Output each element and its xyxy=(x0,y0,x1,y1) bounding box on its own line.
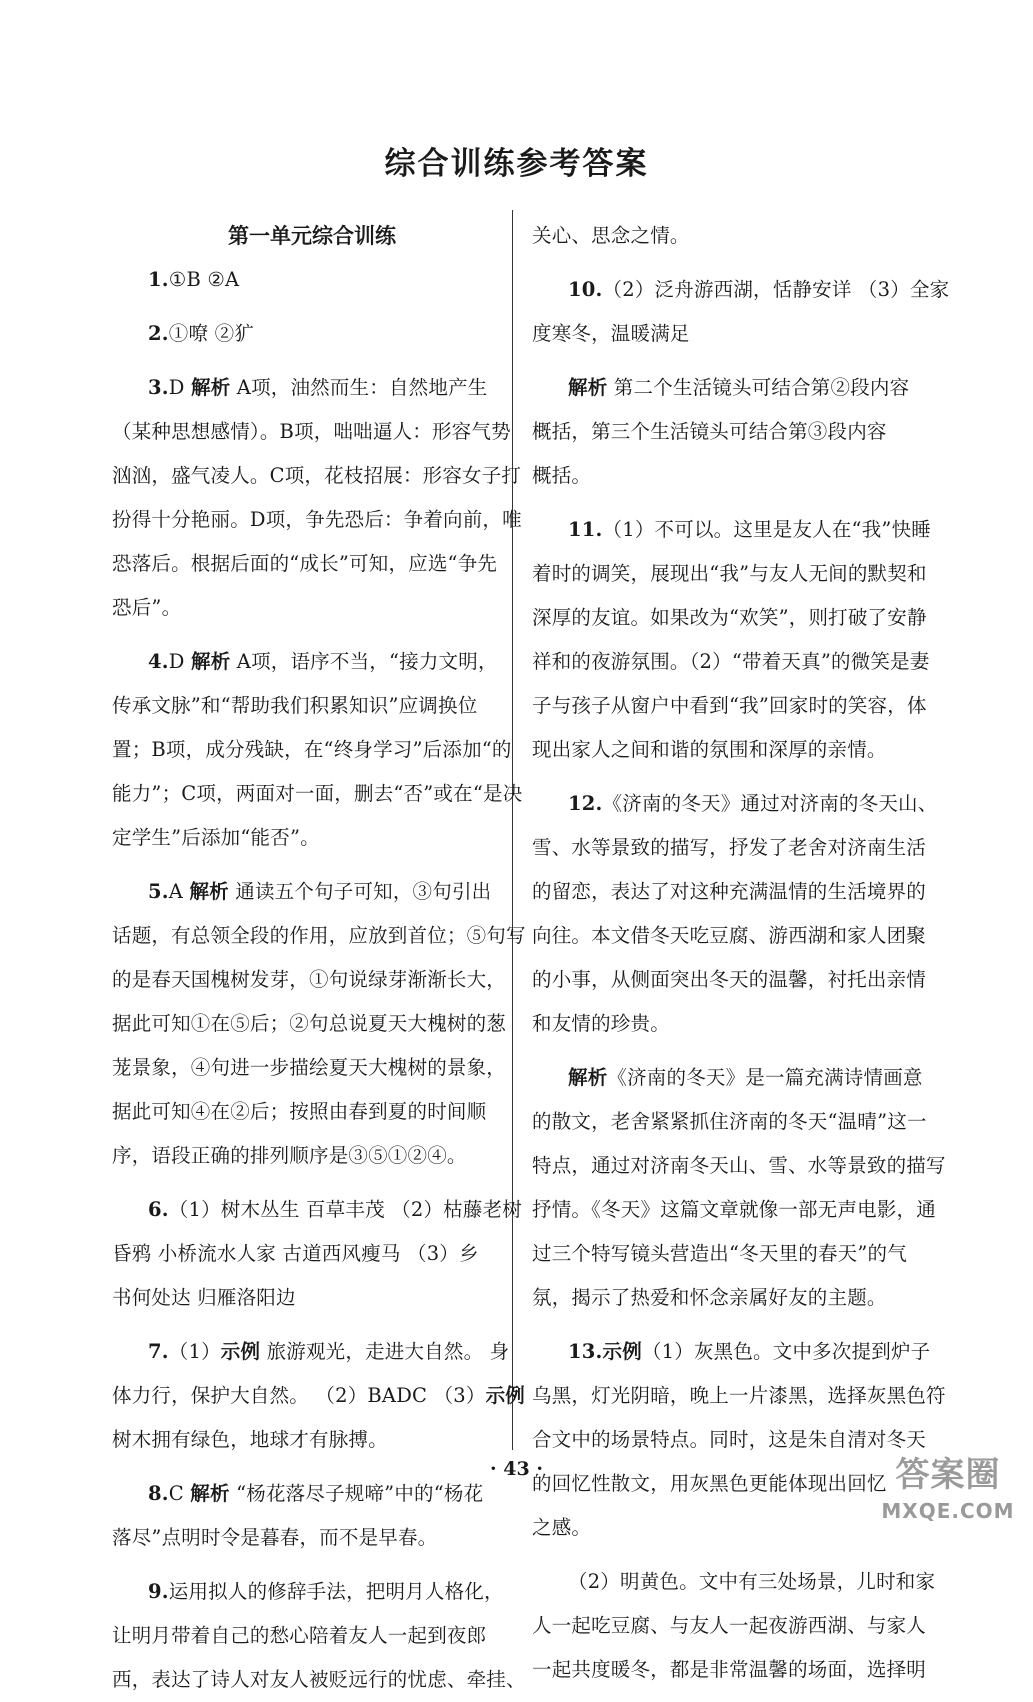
bold-label: 示例 xyxy=(602,1340,642,1363)
text-segment: 据此可知①在⑤后；②句总说夏天大槐树的葱 xyxy=(112,1012,507,1035)
page-number: · 43 · xyxy=(490,1458,543,1480)
text-segment: 话题，有总领全段的作用，应放到首位；⑤句写 xyxy=(112,924,526,947)
bold-label: 6. xyxy=(148,1198,169,1221)
text-segment: （某种思想感情）。B项，咄咄逼人：形容气势 xyxy=(112,420,511,443)
text-line xyxy=(112,542,512,586)
text-segment: 茏景象，④句进一步描绘夏天大槐树的景象， xyxy=(112,1056,507,1079)
text-segment: 运用拟人的修辞手法，把明月人格化， xyxy=(168,1580,504,1603)
bold-label: 13. xyxy=(568,1340,603,1363)
text-segment: 树木拥有绿色，地球才有脉搏。 xyxy=(112,1428,388,1451)
text-line xyxy=(532,684,932,728)
text-line xyxy=(532,1056,932,1100)
text-segment: （1） xyxy=(168,1340,221,1363)
text-segment: 定学生”后添加“能否”。 xyxy=(112,826,320,849)
text-segment: 的是春天国槐树发芽，①句说绿芽渐渐长大， xyxy=(112,968,507,991)
text-segment: ①B ②A xyxy=(168,268,240,291)
text-line xyxy=(532,1144,946,1188)
text-segment: 一起共度暖冬，都是非常温馨的场面，选择明 xyxy=(532,1658,927,1681)
text-segment: （1）树木丛生 百草丰茂 （2）枯藤老树 xyxy=(168,1198,522,1221)
text-line xyxy=(112,728,512,772)
bold-label: 3. xyxy=(148,376,169,399)
text-segment: 书何处达 归雁洛阳边 xyxy=(112,1286,296,1309)
text-segment: （2）泛舟游西湖，恬静安详 （3）全家 xyxy=(602,278,950,301)
text-segment: 概括，第三个生活镜头可结合第③段内容 xyxy=(532,420,887,443)
text-segment: 度寒冬，温暖满足 xyxy=(532,322,690,345)
text-segment: 昏鸦 小桥流水人家 古道西风瘦马 （3）乡 xyxy=(112,1242,479,1265)
text-segment: 恐落后。根据后面的“成长”可知，应选“争先 xyxy=(112,552,498,575)
text-line xyxy=(112,498,522,542)
text-line xyxy=(532,508,932,552)
text-segment: 雪、水等景致的描写，抒发了老舍对济南生活 xyxy=(532,836,927,859)
text-segment: D xyxy=(168,650,191,673)
text-line xyxy=(112,586,512,630)
text-segment: 落尽”点明时令是暮春，而不是早春。 xyxy=(112,1526,438,1549)
text-segment: 通读五个句子可知，③句引出 xyxy=(228,880,492,903)
text-segment: 汹汹，盛气凌人。C项，花枝招展：形容女子打 xyxy=(112,464,522,487)
text-line xyxy=(532,268,950,312)
text-segment: 置；B项，成分残缺，在“终身学习”后添加“的 xyxy=(112,738,512,761)
text-line xyxy=(112,258,512,302)
text-line xyxy=(532,728,932,772)
text-line xyxy=(532,596,932,640)
text-line xyxy=(532,214,932,258)
text-line xyxy=(112,870,512,914)
text-line xyxy=(112,1614,512,1658)
text-line xyxy=(532,552,932,596)
text-segment: （1）不可以。这里是友人在“我”快睡 xyxy=(602,518,931,541)
text-segment: 的小事，从侧面突出冬天的温馨，衬托出亲情 xyxy=(532,968,927,991)
text-line xyxy=(532,1276,932,1320)
bold-label: 解析 xyxy=(191,376,231,399)
page-title: 综合训练参考答案 xyxy=(384,146,649,182)
section-heading: 第一单元综合训练 xyxy=(228,224,396,248)
text-segment: 和友情的珍贵。 xyxy=(532,1012,670,1035)
text-segment: 合文中的场景特点。同时，这是朱自清对冬天 xyxy=(532,1428,927,1451)
text-segment: 体力行，保护大自然。 （2）BADC （3） xyxy=(112,1384,486,1407)
text-line xyxy=(112,1374,525,1418)
text-line xyxy=(532,410,932,454)
text-line xyxy=(532,1188,936,1232)
text-line xyxy=(112,454,522,498)
text-line xyxy=(532,1418,932,1462)
text-line xyxy=(532,914,932,958)
text-line xyxy=(532,1330,932,1374)
text-segment: D xyxy=(168,376,191,399)
text-segment: 概括。 xyxy=(532,464,592,487)
bold-label: 解析 xyxy=(189,880,229,903)
text-segment: 的散文，老舍紧紧抓住济南的冬天“温晴”这一 xyxy=(532,1110,927,1133)
text-segment: 深厚的友谊。如果改为“欢笑”，则打破了安静 xyxy=(532,606,927,629)
text-line xyxy=(532,1506,932,1550)
bold-label: 12. xyxy=(568,792,603,815)
text-segment: 乌黑，灯光阴暗，晚上一片漆黑，选择灰黑色符 xyxy=(532,1384,946,1407)
text-segment: A项，油然而生：自然地产生 xyxy=(230,376,488,399)
text-segment: 西，表达了诗人对友人被贬远行的忧虑、牵挂、 xyxy=(112,1668,526,1691)
text-segment: 关心、思念之情。 xyxy=(532,224,690,247)
text-segment: 祥和的夜游氛围。（2）“带着天真”的微笑是妻 xyxy=(532,650,930,673)
text-segment: 让明月带着自己的愁心陪着友人一起到夜郎 xyxy=(112,1624,487,1647)
text-segment: 恐后”。 xyxy=(112,596,182,619)
text-line xyxy=(112,312,512,356)
text-line xyxy=(112,1232,512,1276)
text-line xyxy=(532,640,932,684)
text-segment: A xyxy=(168,880,190,903)
text-line xyxy=(112,640,512,684)
watermark-glyphs: 答案圈 xyxy=(895,1455,1001,1495)
text-line xyxy=(532,312,932,356)
text-segment: C xyxy=(168,1482,191,1505)
text-line xyxy=(532,1100,932,1144)
text-segment: “杨花落尽子规啼”中的“杨花 xyxy=(229,1482,484,1505)
bold-label: 示例 xyxy=(220,1340,261,1363)
text-segment: 人一起吃豆腐、与友人一起夜游西湖、与家人 xyxy=(532,1614,927,1637)
text-line xyxy=(112,1276,512,1320)
text-line xyxy=(112,914,526,958)
text-line xyxy=(112,1002,512,1046)
text-segment: 扮得十分艳丽。D项，争先恐后：争着向前，唯 xyxy=(112,508,522,531)
text-segment: 之感。 xyxy=(532,1516,592,1539)
text-segment: 现出家人之间和谐的氛围和深厚的亲情。 xyxy=(532,738,887,761)
text-line xyxy=(112,1046,512,1090)
text-line xyxy=(112,1330,512,1374)
text-line xyxy=(112,1658,526,1702)
text-line xyxy=(532,1002,932,1046)
text-line xyxy=(112,1516,512,1560)
text-segment: 第二个生活镜头可结合第②段内容 xyxy=(607,376,910,399)
text-line xyxy=(112,1188,522,1232)
bold-label: 2. xyxy=(148,322,169,345)
bold-label: 5. xyxy=(148,880,169,903)
text-line xyxy=(112,772,523,816)
text-line xyxy=(112,366,512,410)
text-line xyxy=(112,1570,512,1614)
text-line xyxy=(532,870,932,914)
text-segment: 《济南的冬天》通过对济南的冬天山、 xyxy=(602,792,938,815)
text-line xyxy=(112,1090,512,1134)
text-segment: 着时的调笑，展现出“我”与友人无间的默契和 xyxy=(532,562,927,585)
bold-label: 9. xyxy=(148,1580,169,1603)
text-line xyxy=(112,958,512,1002)
bold-label: 4. xyxy=(148,650,169,673)
text-line xyxy=(112,410,512,454)
text-line xyxy=(532,782,938,826)
text-segment: 子与孩子从窗户中看到“我”回家时的笑容，体 xyxy=(532,694,927,717)
text-line xyxy=(532,1374,946,1418)
bold-label: 解析 xyxy=(191,650,231,673)
text-segment: A项，语序不当，“接力文明， xyxy=(230,650,498,673)
bold-label: 1. xyxy=(148,268,169,291)
text-line xyxy=(532,1232,932,1276)
text-segment: 抒情。《冬天》这篇文章就像一部无声电影，通 xyxy=(532,1198,936,1221)
text-line xyxy=(532,1648,932,1692)
text-segment: 特点，通过对济南冬天山、雪、水等景致的描写 xyxy=(532,1154,946,1177)
bold-label: 解析 xyxy=(568,1066,608,1089)
text-line xyxy=(112,1418,512,1462)
text-segment: 据此可知④在②后；按照由春到夏的时间顺 xyxy=(112,1100,487,1123)
column-divider xyxy=(512,210,513,1450)
text-line xyxy=(532,958,932,1002)
text-line xyxy=(532,366,932,410)
bold-label: 11. xyxy=(568,518,603,541)
text-line xyxy=(532,1560,936,1604)
bold-label: 示例 xyxy=(485,1384,525,1407)
bold-label: 解析 xyxy=(190,1482,230,1505)
text-segment: （1）灰黑色。文中多次提到炉子 xyxy=(641,1340,931,1363)
text-segment: （2）明黄色。文中有三处场景，儿时和家 xyxy=(568,1570,936,1593)
text-segment: 序，语段正确的排列顺序是③⑤①②④。 xyxy=(112,1144,467,1167)
bold-label: 8. xyxy=(148,1482,169,1505)
text-segment: 《济南的冬天》是一篇充满诗情画意 xyxy=(607,1066,923,1089)
watermark-url: MXQE.COM xyxy=(881,1499,1015,1523)
watermark-logo xyxy=(878,1454,1018,1530)
text-segment: 的留恋，表达了对这种充满温情的生活境界的 xyxy=(532,880,927,903)
text-segment: 旅游观光，走进大自然。 身 xyxy=(260,1340,510,1363)
text-line xyxy=(532,454,932,498)
text-segment: 能力”；C项，两面对一面，删去“否”或在“是决 xyxy=(112,782,523,805)
bold-label: 解析 xyxy=(568,376,608,399)
text-line xyxy=(112,816,512,860)
bold-label: 7. xyxy=(148,1340,169,1363)
bold-label: 10. xyxy=(568,278,603,301)
text-segment: 氛，揭示了热爱和怀念亲属好友的主题。 xyxy=(532,1286,887,1309)
text-line xyxy=(112,1134,512,1178)
text-line xyxy=(532,1604,932,1648)
text-segment: 传承文脉”和“帮助我们积累知识”应调换位 xyxy=(112,694,478,717)
text-line xyxy=(532,826,932,870)
text-segment: ①嘹 ②犷 xyxy=(168,322,254,345)
text-segment: 的回忆性散文，用灰黑色更能体现出回忆 xyxy=(532,1472,887,1495)
text-line xyxy=(112,684,512,728)
text-segment: 向往。本文借冬天吃豆腐、游西湖和家人团聚 xyxy=(532,924,927,947)
text-segment: 过三个特写镜头营造出“冬天里的春天”的气 xyxy=(532,1242,907,1265)
